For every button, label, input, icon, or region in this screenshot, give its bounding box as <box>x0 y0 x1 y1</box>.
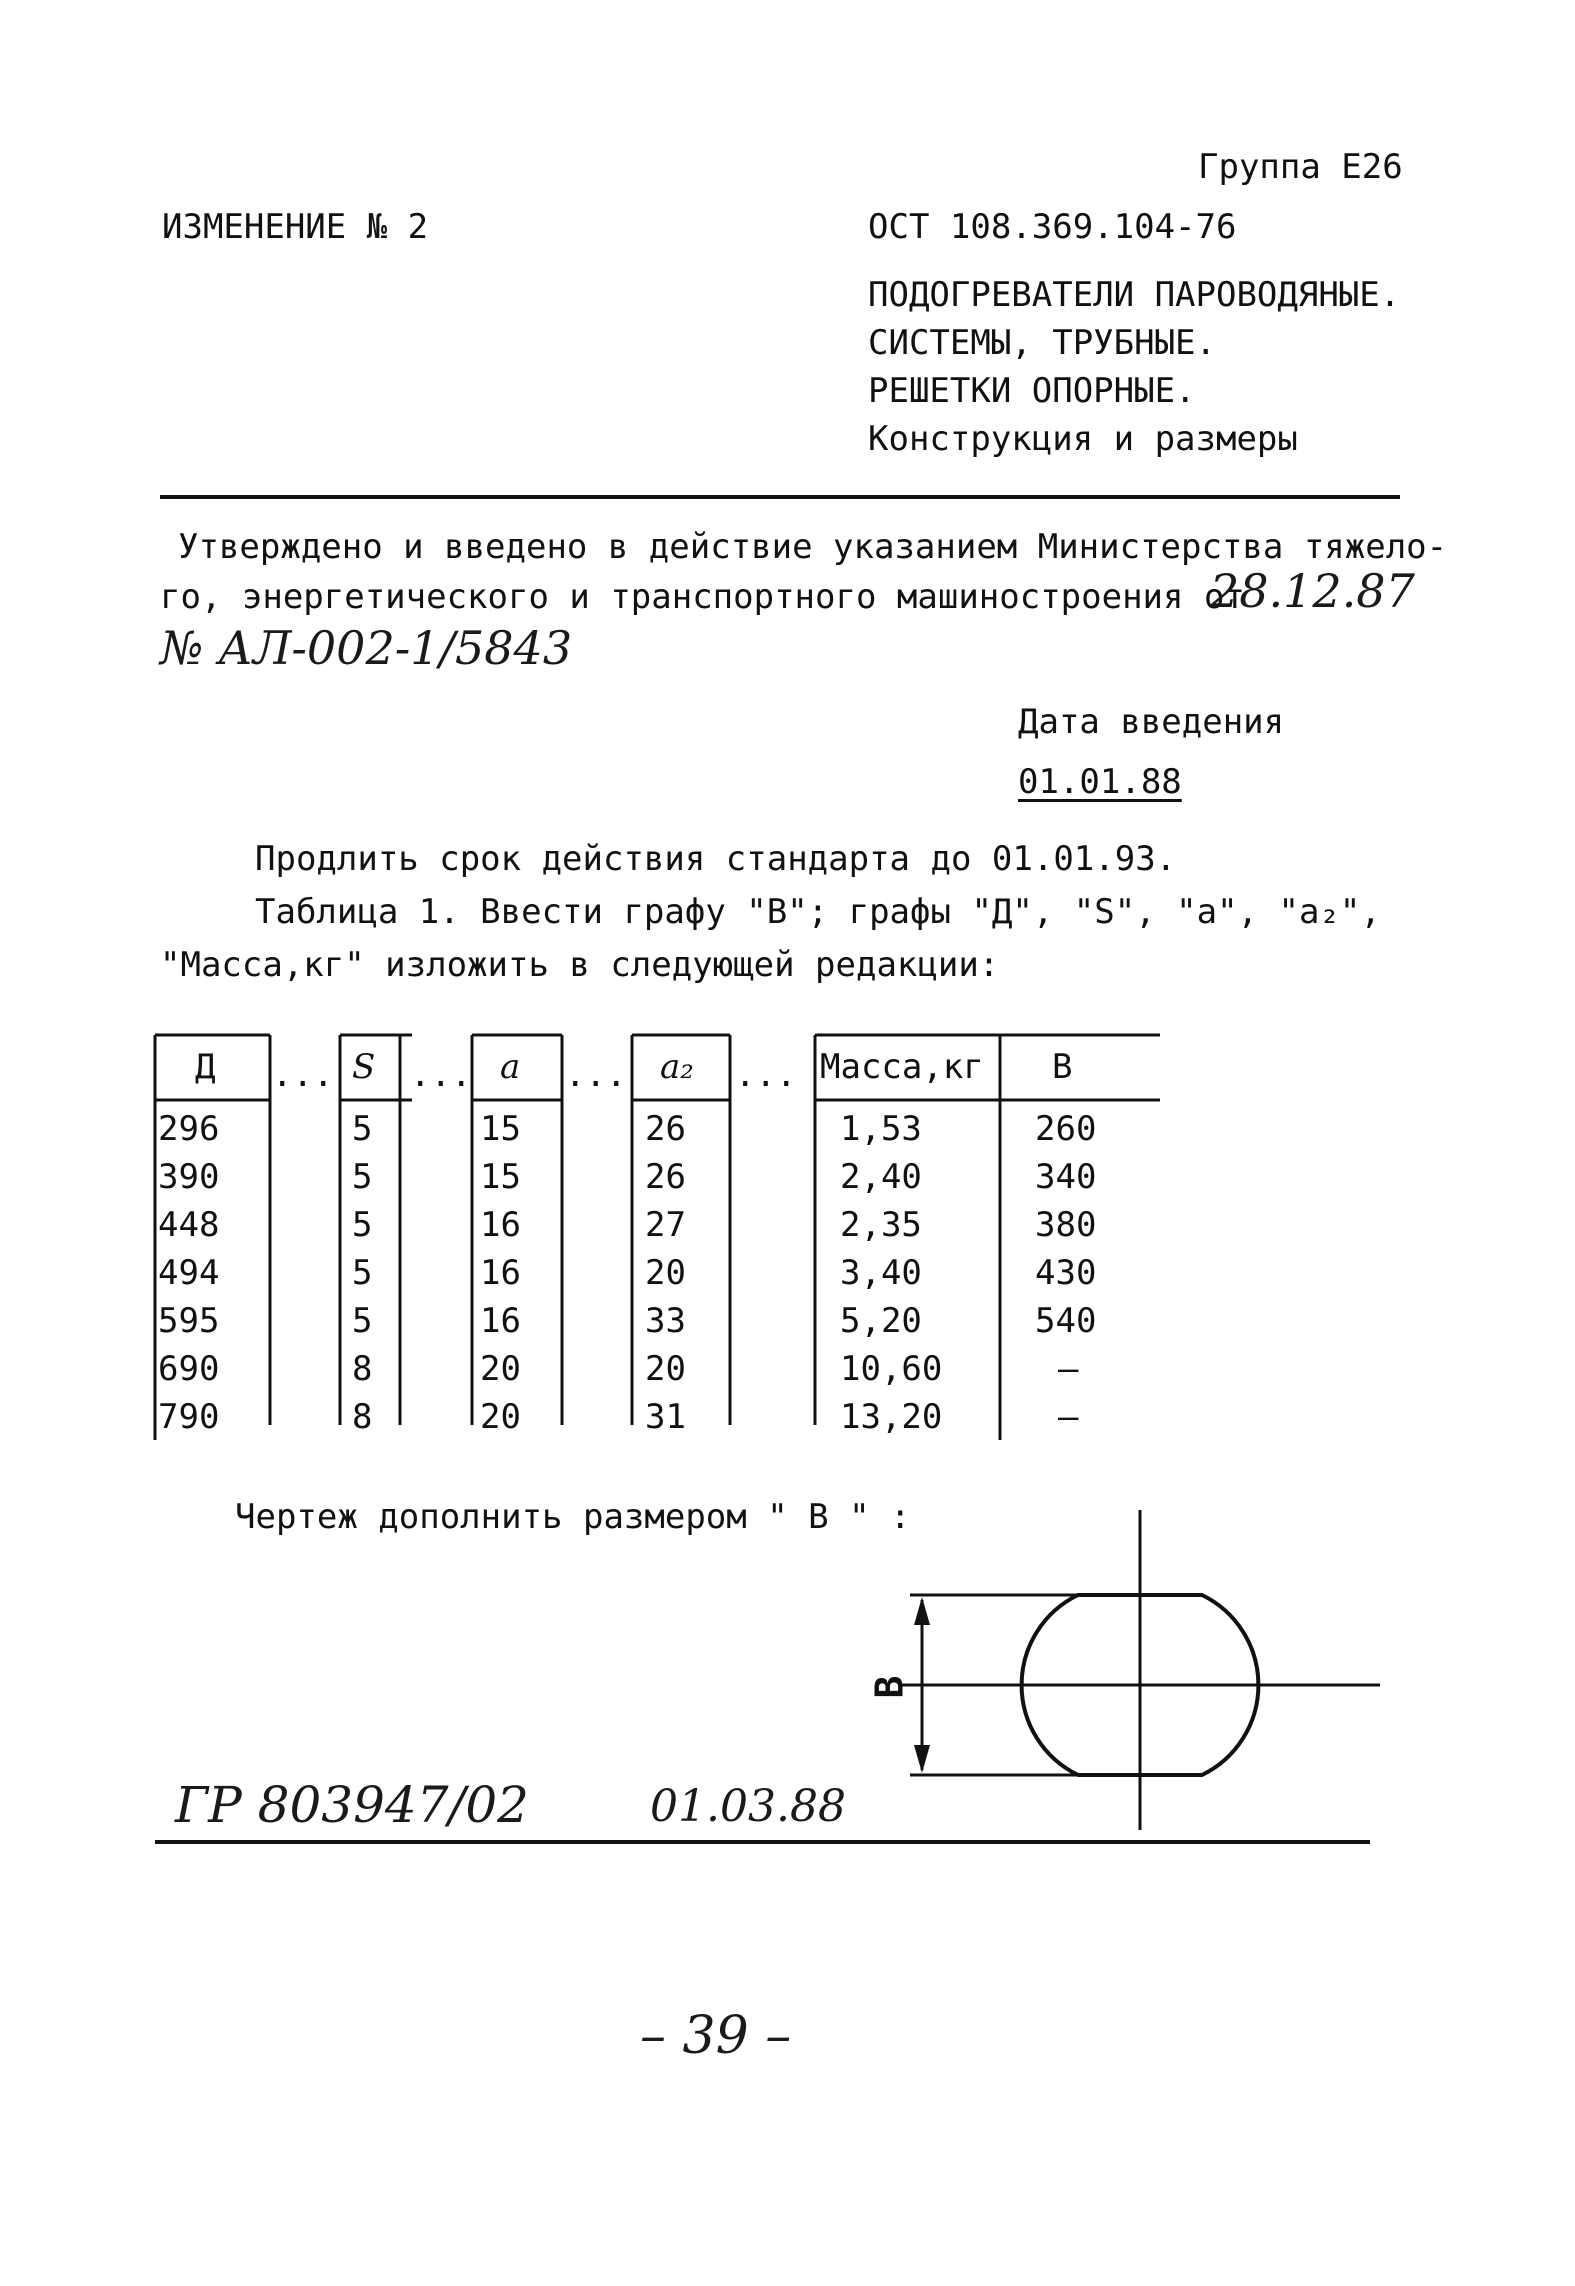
table-cell: 3,40 <box>840 1253 922 1293</box>
registration-number: ГР 803947/02 <box>175 1776 529 1834</box>
group-label: Группа Е26 <box>1198 147 1403 187</box>
change-number: ИЗМЕНЕНИЕ № 2 <box>162 207 429 247</box>
table-cell: 33 <box>645 1301 686 1341</box>
table-cell: 5 <box>352 1301 373 1341</box>
header-divider <box>160 495 1400 499</box>
header-s: S <box>352 1047 376 1087</box>
table-cell: 16 <box>480 1301 521 1341</box>
table-cell: 15 <box>480 1109 521 1149</box>
table-instruction-2: "Масса,кг" изложить в следующей редакции: <box>160 945 1000 985</box>
title-line-4: Конструкция и размеры <box>868 419 1298 459</box>
table-cell: 260 <box>1035 1109 1097 1149</box>
table-cell: 5 <box>352 1205 373 1245</box>
title-line-2: СИСТЕМЫ, ТРУБНЫЕ. <box>868 323 1216 363</box>
footer-divider <box>155 1840 1370 1844</box>
header-gap-2: ... <box>410 1055 472 1095</box>
table-cell: 494 <box>158 1253 220 1293</box>
header-a: a <box>500 1047 521 1087</box>
approval-line-2: го, энергетического и транспортного машиностроения от <box>160 577 1245 617</box>
header-d: Д <box>195 1047 216 1087</box>
table-cell: 16 <box>480 1205 521 1245</box>
table-cell: 27 <box>645 1205 686 1245</box>
table-cell: 448 <box>158 1205 220 1245</box>
title-line-1: ПОДОГРЕВАТЕЛИ ПАРОВОДЯНЫЕ. <box>868 275 1401 315</box>
table-cell: 10,60 <box>840 1349 943 1389</box>
header-gap-1: ... <box>272 1055 334 1095</box>
table-cell: 790 <box>158 1397 220 1437</box>
table-cell: 2,40 <box>840 1157 922 1197</box>
page-number: – 39 – <box>640 2006 792 2066</box>
drawing-caption: Чертеж дополнить размером " В " : <box>235 1497 911 1537</box>
table-cell: 390 <box>158 1157 220 1197</box>
registration-date: 01.03.88 <box>650 1781 846 1832</box>
approval-date: 28.12.87 <box>1210 564 1415 618</box>
table-cell: 340 <box>1035 1157 1097 1197</box>
effective-date-label: Дата введения <box>1018 702 1285 742</box>
header-gap-3: ... <box>565 1055 627 1095</box>
table-cell: 20 <box>645 1349 686 1389</box>
standard-number: ОСТ 108.369.104-76 <box>868 207 1237 247</box>
table-instruction-1: Таблица 1. Ввести графу "В"; графы "Д", "S", "a", "a₂", <box>255 892 1381 932</box>
table-cell: 5 <box>352 1253 373 1293</box>
table-cell: 5 <box>352 1157 373 1197</box>
table-cell: 20 <box>480 1397 521 1437</box>
header-mass: Масса,кг <box>820 1047 984 1087</box>
table-cell: 26 <box>645 1157 686 1197</box>
effective-date: 01.01.88 <box>1018 762 1182 802</box>
table-cell: 380 <box>1035 1205 1097 1245</box>
table-cell: 5,20 <box>840 1301 922 1341</box>
table-cell: 296 <box>158 1109 220 1149</box>
table-cell: 690 <box>158 1349 220 1389</box>
approval-number: № АЛ-002-1/5843 <box>160 621 573 675</box>
table-cell: – <box>1058 1349 1079 1389</box>
title-line-3: РЕШЕТКИ ОПОРНЫЕ. <box>868 371 1196 411</box>
table-cell: 31 <box>645 1397 686 1437</box>
table-cell: 430 <box>1035 1253 1097 1293</box>
header-a2: a₂ <box>660 1047 694 1087</box>
table-cell: 13,20 <box>840 1397 943 1437</box>
table-cell: 20 <box>645 1253 686 1293</box>
table-cell: 2,35 <box>840 1205 922 1245</box>
table-cell: 26 <box>645 1109 686 1149</box>
table-cell: 8 <box>352 1349 373 1389</box>
extension-text: Продлить срок действия стандарта до 01.01.93. <box>255 839 1177 879</box>
dimension-label-b: В <box>867 1675 912 1699</box>
table-cell: 15 <box>480 1157 521 1197</box>
table-cell: 16 <box>480 1253 521 1293</box>
table-cell: 8 <box>352 1397 373 1437</box>
header-b: В <box>1052 1047 1073 1087</box>
table-cell: 1,53 <box>840 1109 922 1149</box>
header-gap-4: ... <box>735 1055 797 1095</box>
table-cell: 540 <box>1035 1301 1097 1341</box>
table-cell: 595 <box>158 1301 220 1341</box>
table-cell: 5 <box>352 1109 373 1149</box>
table-cell: – <box>1058 1397 1079 1437</box>
table-cell: 20 <box>480 1349 521 1389</box>
approval-line-1: Утверждено и введено в действие указанием Министерства тяжело- <box>178 527 1448 567</box>
